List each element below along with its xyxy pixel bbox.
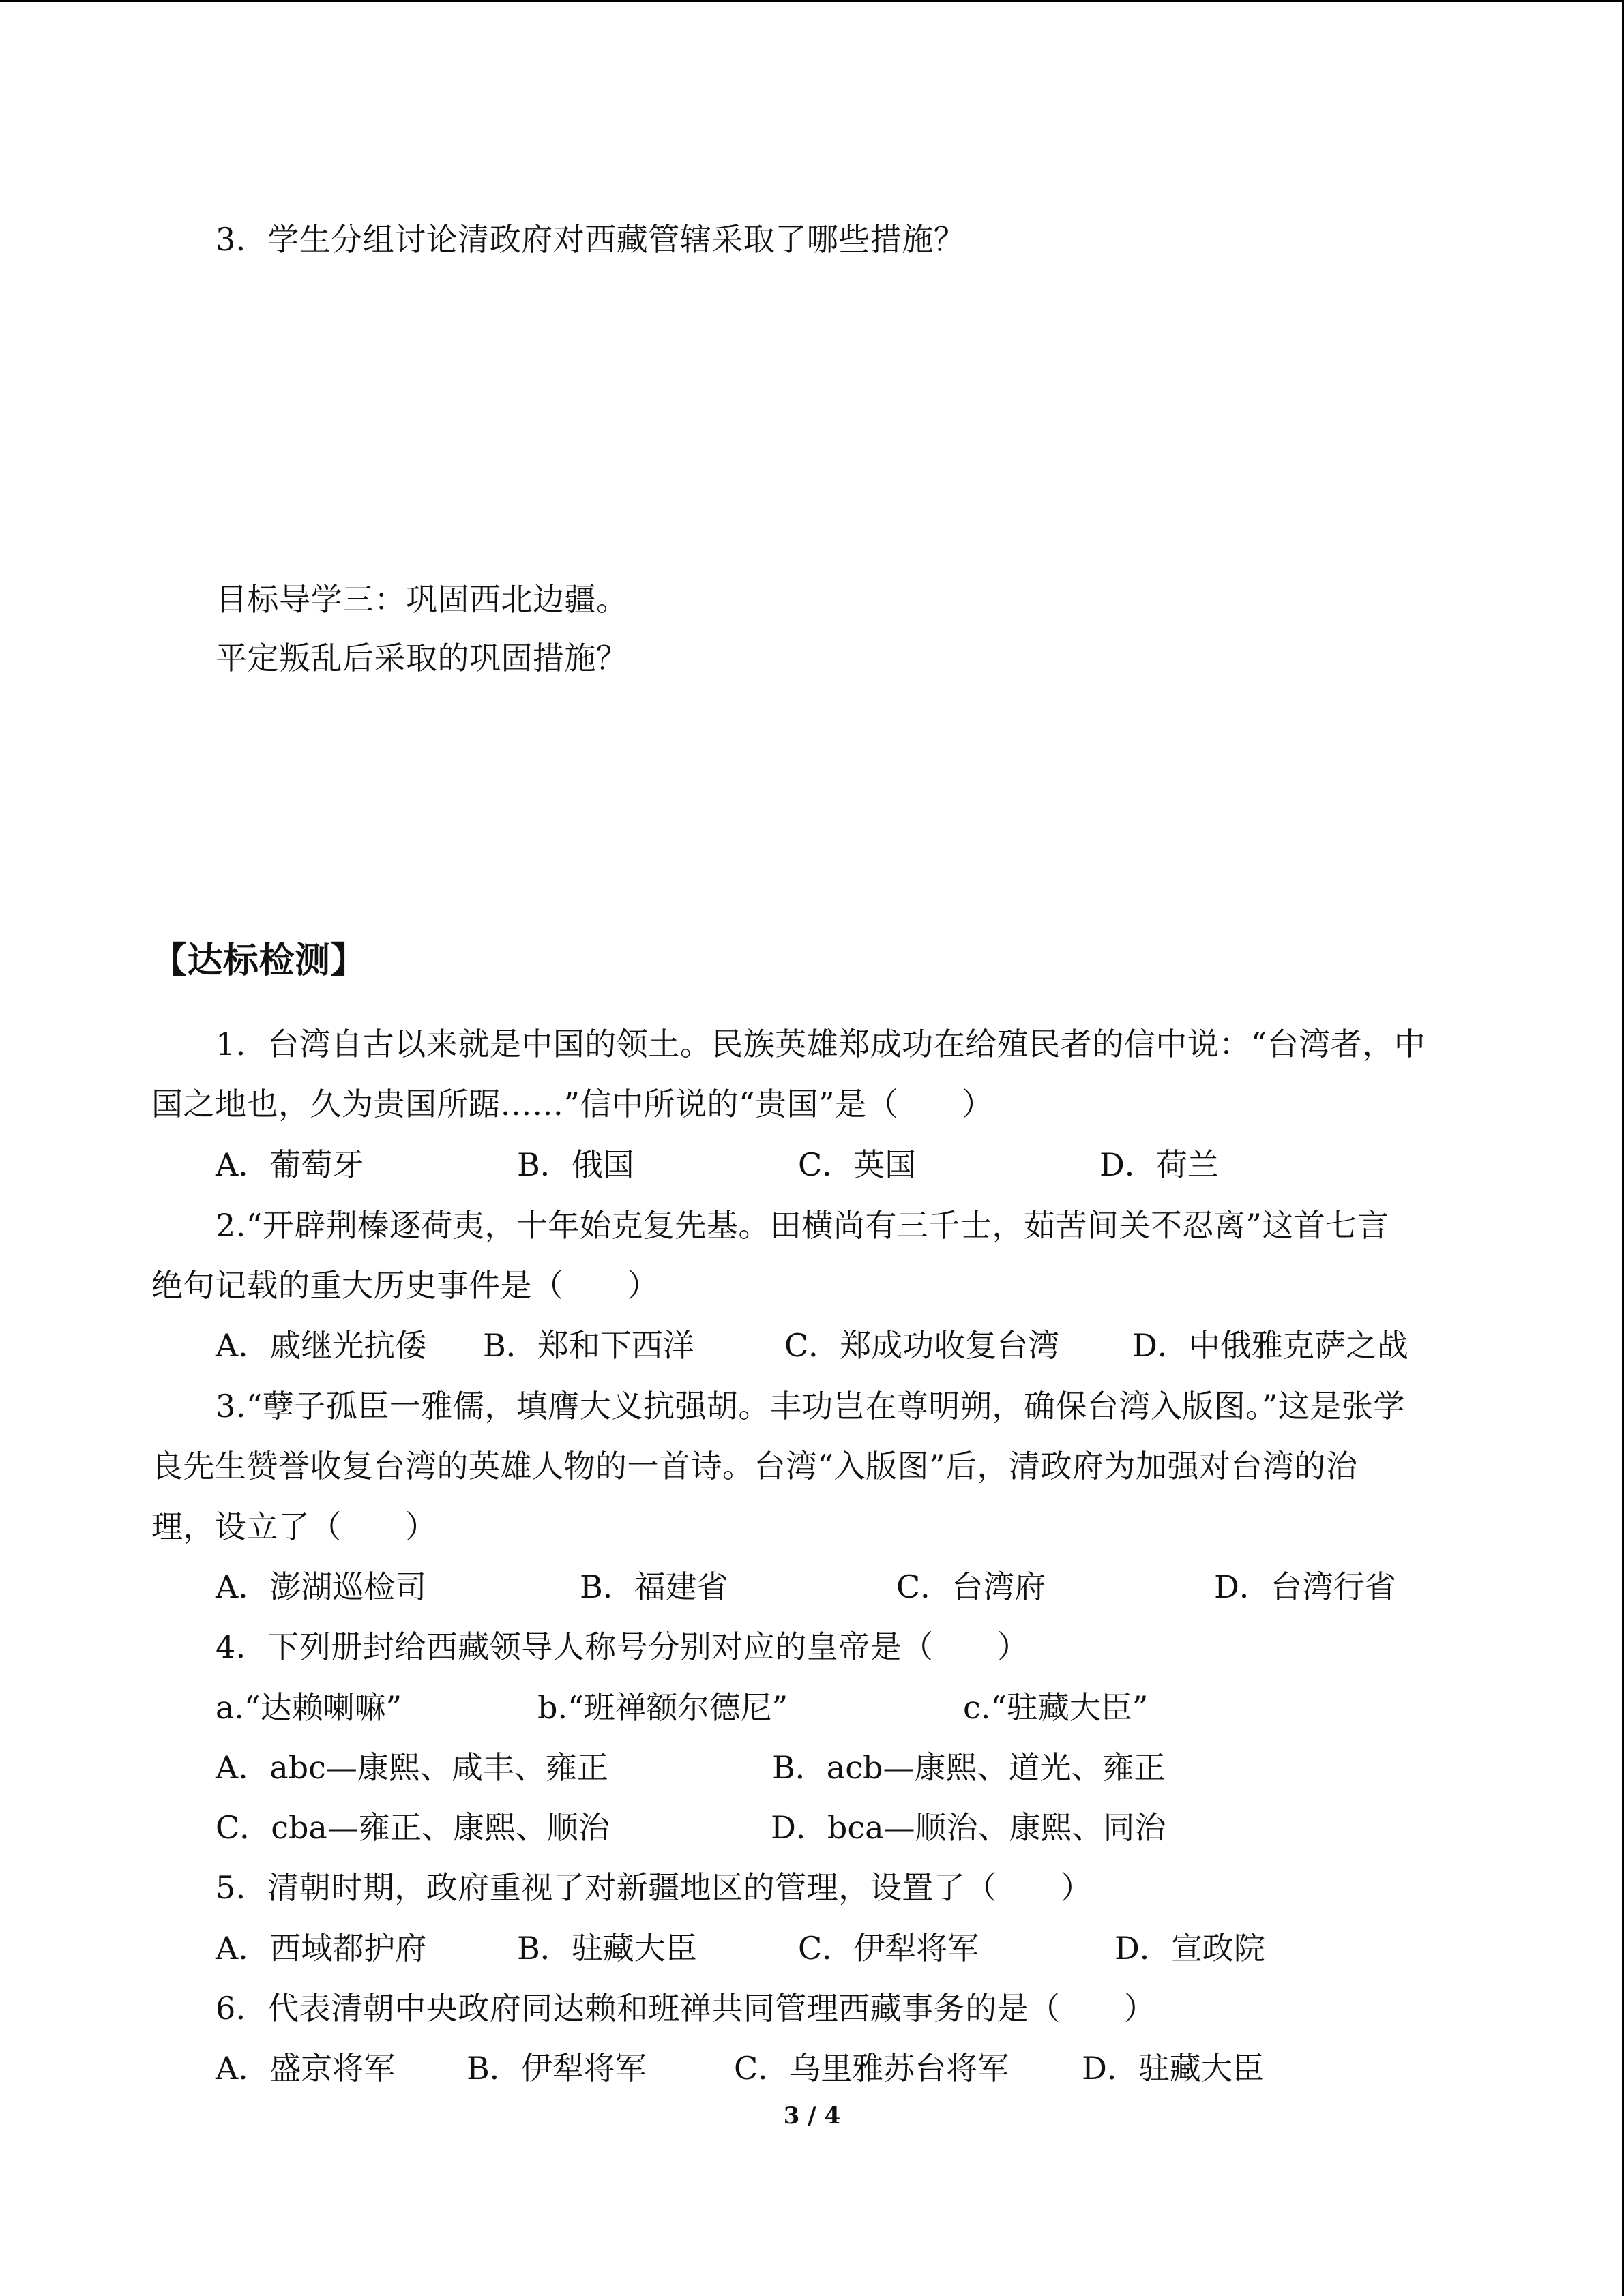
q2-option-a: A．戚继光抗倭 (216, 1327, 427, 1364)
q1-option-a: A．葡萄牙 (216, 1146, 364, 1183)
q3-option-b: B．福建省 (580, 1568, 728, 1605)
question-1-line-1: 1．台湾自古以来就是中国的领土。民族英雄郑成功在给殖民者的信中说：“台湾者，中 (216, 1026, 1426, 1062)
question-5-line-1: 5．清朝时期，政府重视了对新疆地区的管理，设置了（ ） (216, 1869, 1093, 1906)
section-title: 【达标检测】 (151, 940, 367, 981)
q1-option-c: C．英国 (798, 1146, 917, 1183)
question-3-line-2: 良先生赞誉收复台湾的英雄人物的一首诗。台湾“入版图”后，清政府为加强对台湾的治 (151, 1448, 1358, 1485)
goal-3-question: 平定叛乱后采取的巩固措施？ (216, 640, 628, 676)
q4-sub-c: c.“驻藏大臣” (963, 1689, 1149, 1726)
question-3-line-1: 3.“孽子孤臣一雅儒，填膺大义抗强胡。丰功岂在尊明朔，确保台湾入版图。”这是张学 (216, 1388, 1405, 1425)
page-number: 3 / 4 (783, 2102, 841, 2130)
q6-option-c: C．乌里雅苏台将军 (734, 2050, 1009, 2087)
q5-option-c: C．伊犁将军 (798, 1930, 979, 1967)
question-2-line-1: 2.“开辟荆榛逐荷夷，十年始克复先基。田横尚有三千士，茹苦间关不忍离”这首七言 (216, 1207, 1389, 1244)
q1-option-d: D．荷兰 (1099, 1146, 1219, 1183)
q4-option-d: D．bca—顺治、康熙、同治 (771, 1809, 1166, 1846)
q3-option-a: A．澎湖巡检司 (216, 1568, 427, 1605)
guide-question-3: 3．学生分组讨论清政府对西藏管辖采取了哪些措施？ (216, 221, 966, 258)
q5-option-d: D．宣政院 (1114, 1930, 1265, 1967)
q4-option-b: B．acb—康熙、道光、雍正 (772, 1749, 1166, 1786)
q2-option-c: C．郑成功收复台湾 (784, 1327, 1060, 1364)
question-3-line-3: 理，设立了（ ） (151, 1508, 437, 1545)
q3-option-c: C．台湾府 (896, 1568, 1046, 1605)
q4-option-c: C．cba—雍正、康熙、顺治 (216, 1809, 610, 1846)
q1-option-b: B．俄国 (517, 1146, 634, 1183)
q3-option-d: D．台湾行省 (1214, 1568, 1396, 1605)
q6-option-b: B．伊犁将军 (467, 2050, 647, 2087)
q2-option-d: D．中俄雅克萨之战 (1132, 1327, 1408, 1364)
q5-option-a: A．西域都护府 (216, 1930, 427, 1967)
q5-option-b: B．驻藏大臣 (517, 1930, 697, 1967)
goal-3-heading: 目标导学三：巩固西北边疆。 (216, 581, 628, 618)
question-4-line-1: 4．下列册封给西藏领导人称号分别对应的皇帝是（ ） (216, 1628, 1029, 1665)
q4-sub-b: b.“班禅额尔德尼” (537, 1689, 788, 1726)
q2-option-b: B．郑和下西洋 (483, 1327, 694, 1364)
q6-option-d: D．驻藏大臣 (1082, 2050, 1264, 2087)
question-6-line-1: 6．代表清朝中央政府同达赖和班禅共同管理西藏事务的是（ ） (216, 1990, 1156, 2027)
q4-sub-a: a.“达赖喇嘛” (216, 1689, 402, 1726)
q6-option-a: A．盛京将军 (216, 2050, 396, 2087)
q4-option-a: A．abc—康熙、咸丰、雍正 (216, 1749, 608, 1786)
question-1-line-2: 国之地也，久为贵国所踞……”信中所说的“贵国”是（ ） (151, 1086, 994, 1122)
question-2-line-2: 绝句记载的重大历史事件是（ ） (151, 1267, 659, 1304)
